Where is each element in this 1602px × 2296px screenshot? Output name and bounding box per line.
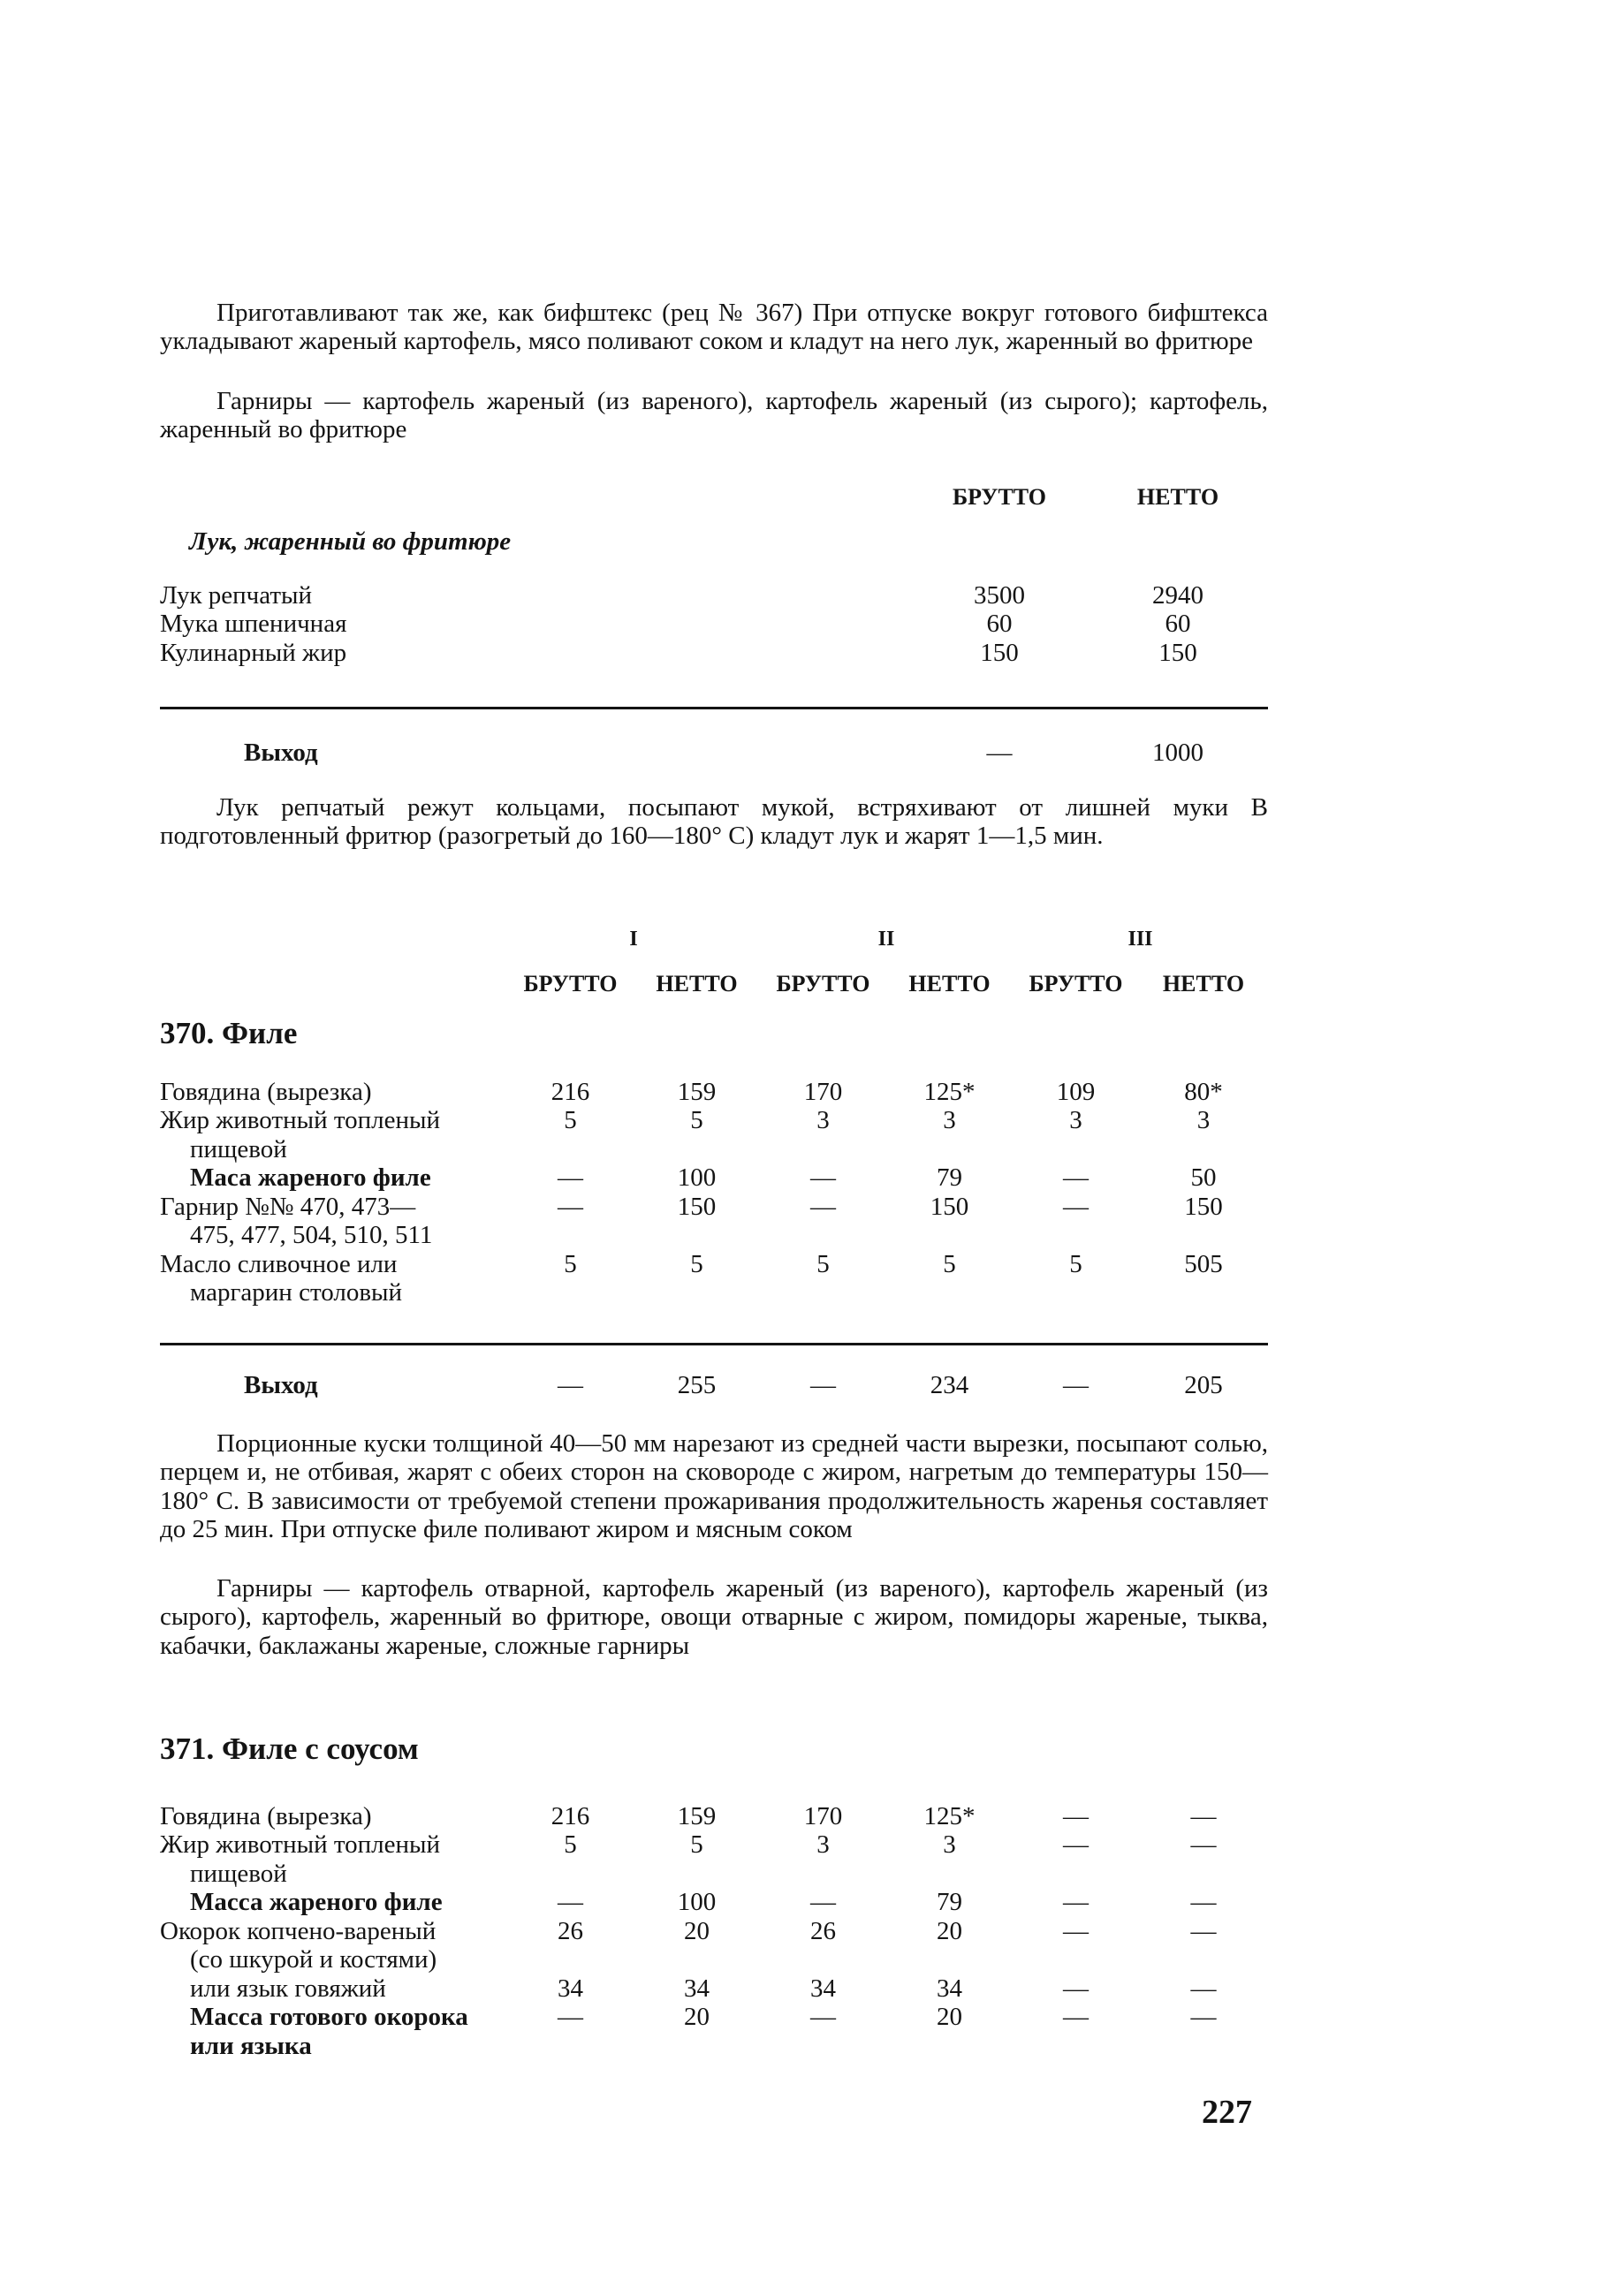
cell-value: 5 (1069, 1249, 1082, 1278)
cell-value: — (1190, 1888, 1217, 1917)
yield-value: — (810, 1371, 836, 1399)
cell-value: 150 (1184, 1192, 1223, 1221)
cell-value: 20 (684, 1916, 710, 1945)
cell-value: 3 (816, 1106, 830, 1135)
cell-value: 3 (943, 1830, 956, 1860)
cell-value: 34 (810, 1974, 836, 2003)
cell-value: 216 (550, 1078, 590, 1106)
netto-value: 60 (1165, 610, 1191, 639)
recipe-370-table (160, 1078, 1268, 1307)
ingredient-name: Масло сливочное или маргарин столовый (160, 1249, 403, 1307)
cell-value: — (1190, 1974, 1217, 2003)
cell-value: 5 (564, 1249, 577, 1278)
cell-value: 125* (923, 1802, 976, 1830)
cell-value: 170 (803, 1078, 843, 1106)
table-row (160, 1163, 1268, 1192)
cell-value: 26 (810, 1916, 836, 1945)
cell-value: 216 (550, 1802, 590, 1830)
recipe-370-method-text: Порционные куски толщиной 40—50 мм нарезают из средней части вырезки, посыпают солью, перцем и, не отбивая, жарят с обеих сторон на сковороде с жиром, нагретым до температуры 150—180° С. В зависимости от требуемой степени прожаривания продолжительность жаренья составляет до 25 мин. При отпуске филе поливают жиром и мясным соком (160, 1429, 1268, 1544)
cell-value: — (810, 1192, 836, 1221)
yield-value: 234 (930, 1371, 969, 1399)
cell-value: 3 (1069, 1106, 1082, 1135)
cell-value: — (1063, 1163, 1089, 1193)
cell-value: — (810, 1888, 836, 1917)
cell-value: — (1190, 1830, 1217, 1860)
cell-value: — (558, 1192, 583, 1221)
onion-brutto-header: БРУТТО (952, 484, 1047, 510)
table-row (160, 1106, 1268, 1163)
cell-value: 5 (690, 1830, 703, 1860)
yield-brutto: — (986, 739, 1013, 767)
cell-value: 79 (937, 1163, 962, 1193)
table-row (160, 639, 1268, 667)
cell-value: 3 (943, 1106, 956, 1135)
table-row (160, 1078, 1268, 1106)
cell-value: 26 (558, 1916, 583, 1945)
cell-value: 20 (684, 2003, 710, 2032)
onion-method-text: Лук репчатый режут кольцами, посыпают мукой, встряхивают от лишней муки В подготовленный фритюр (разогретый до 160—180° С) кладут лук и жарят 1—1,5 мин. (160, 793, 1268, 851)
netto-value: 150 (1158, 638, 1197, 667)
yield-value: — (1063, 1371, 1089, 1399)
ingredient-name: Масса готового окорока или языка (190, 2003, 468, 2060)
cell-value: 5 (816, 1249, 830, 1278)
recipe-370-yield (160, 1371, 1268, 1399)
intro-paragraph-1: Приготавливают так же, как бифштекс (рец № 367) При отпуске вокруг готового бифштекса укладывают жареный картофель, мясо поливают соком и кладут на него лук, жаренный во фритюре (160, 299, 1268, 356)
cell-value: 20 (937, 1916, 962, 1945)
cell-value: 150 (930, 1192, 969, 1221)
page-number: 227 (1202, 2094, 1252, 2131)
cell-value: 5 (564, 1106, 577, 1135)
ingredient-name: Гарнир №№ 470, 473— 475, 477, 504, 510, 511 (160, 1192, 433, 1250)
table-row (160, 1888, 1268, 1916)
cell-value: 100 (677, 1163, 717, 1193)
ingredient-name: Окорок копчено-вареный (со шкурой и костями) (160, 1916, 437, 1974)
intro-paragraph-2: Гарниры — картофель жареный (из вареного), картофель жареный (из сырого); картофель, жаренный во фритюре (160, 387, 1268, 444)
recipe-371-title: 371. Филе с соусом (160, 1731, 419, 1766)
cell-value: — (1063, 1974, 1089, 2003)
cell-value: — (558, 1163, 583, 1193)
cell-value: 34 (937, 1974, 962, 2003)
cell-value: 100 (677, 1888, 717, 1917)
yield-label: Выход (244, 739, 318, 767)
table-row (160, 2003, 1268, 2060)
cell-value: 159 (677, 1802, 717, 1830)
portion-iii-label: III (1127, 928, 1153, 951)
cell-value: 5 (943, 1249, 956, 1278)
brutto-value: 150 (980, 638, 1019, 667)
cell-value: 3 (816, 1830, 830, 1860)
cell-value: — (1063, 1192, 1089, 1221)
cell-value: 34 (558, 1974, 583, 2003)
yield-value: — (558, 1371, 583, 1399)
cell-value: 5 (690, 1106, 703, 1135)
ingredient-name: Лук репчатый (160, 581, 313, 610)
portion-i-label: I (629, 928, 638, 951)
ingredient-name: Жир животный топленый пищевой (160, 1106, 441, 1163)
yield-value: 255 (677, 1371, 717, 1399)
netto-header: НЕТТО (656, 970, 738, 996)
cell-value: 50 (1190, 1163, 1217, 1193)
netto-header: НЕТТО (908, 970, 991, 996)
cell-value: — (810, 2003, 836, 2032)
cell-value: — (1063, 1830, 1089, 1860)
yield-value: 205 (1184, 1371, 1223, 1399)
brutto-header: БРУТТО (776, 970, 870, 996)
cell-value: 80* (1184, 1078, 1223, 1106)
cell-value: 5 (690, 1249, 703, 1278)
table-row (160, 1830, 1268, 1888)
cell-value: — (1063, 2003, 1089, 2032)
cell-value: — (558, 1888, 583, 1917)
table-row (160, 1193, 1268, 1250)
ingredient-name: Говядина (вырезка) (160, 1078, 372, 1106)
cell-value: 5 (564, 1830, 577, 1860)
recipe-370-title: 370. Филе (160, 1016, 298, 1050)
table-row (160, 1917, 1268, 1974)
brutto-header: БРУТТО (523, 970, 618, 996)
ingredient-name: Масса жареного филе (190, 1888, 443, 1917)
table-row (160, 1974, 1268, 2003)
cell-value: — (810, 1163, 836, 1193)
divider-rule (160, 707, 1268, 709)
portion-ii-label: II (877, 928, 895, 951)
yield-netto: 1000 (1152, 739, 1203, 767)
ingredient-name: или язык говяжий (190, 1974, 386, 2003)
table-row (160, 581, 1268, 610)
cell-value: 159 (677, 1078, 717, 1106)
recipe-371-table (160, 1802, 1268, 2060)
brutto-value: 60 (986, 610, 1013, 639)
table-row (160, 1250, 1268, 1307)
ingredient-name: Говядина (вырезка) (160, 1802, 372, 1830)
cell-value: — (1063, 1802, 1089, 1830)
table-row (160, 610, 1268, 638)
onion-title: Лук, жаренный во фритюре (189, 527, 512, 556)
cell-value: — (1190, 1916, 1217, 1945)
brutto-value: 3500 (974, 581, 1025, 610)
ingredient-name: Кулинарный жир (160, 638, 347, 667)
cell-value: — (1063, 1888, 1089, 1917)
onion-table (160, 581, 1268, 667)
recipe-370-header (160, 928, 1268, 996)
ingredient-name: Мука шпеничная (160, 610, 347, 639)
cell-value: 109 (1056, 1078, 1096, 1106)
netto-value: 2940 (1152, 581, 1203, 610)
cell-value: — (1063, 1916, 1089, 1945)
table-row (160, 1802, 1268, 1830)
cell-value: 125* (923, 1078, 976, 1106)
cell-value: — (1190, 1802, 1217, 1830)
cell-value: 3 (1196, 1106, 1211, 1135)
cell-value: 79 (937, 1888, 962, 1917)
ingredient-name: Маса жареного филе (190, 1163, 431, 1193)
ingredient-name: Жир животный топленый пищевой (160, 1830, 441, 1888)
yield-label: Выход (244, 1371, 318, 1399)
cell-value: 505 (1184, 1249, 1223, 1278)
cell-value: — (1190, 2003, 1217, 2032)
divider-rule (160, 1343, 1268, 1345)
cell-value: 150 (677, 1192, 717, 1221)
netto-header: НЕТТО (1162, 970, 1245, 996)
onion-yield (160, 739, 1268, 767)
onion-header (160, 484, 1268, 510)
cell-value: 34 (684, 1974, 710, 2003)
brutto-header: БРУТТО (1029, 970, 1123, 996)
cell-value: 170 (803, 1802, 843, 1830)
recipe-370-garnish-text: Гарниры — картофель отварной, картофель жареный (из вареного), картофель жареный (из сырого), картофель, жаренный во фритюре, овощи отварные с жиром, помидоры жареные, тыква, кабачки, баклажаны жареные, сложные гарниры (160, 1574, 1268, 1660)
onion-netto-header: НЕТТО (1136, 484, 1219, 510)
cell-value: 20 (937, 2003, 962, 2032)
cell-value: — (558, 2003, 583, 2032)
